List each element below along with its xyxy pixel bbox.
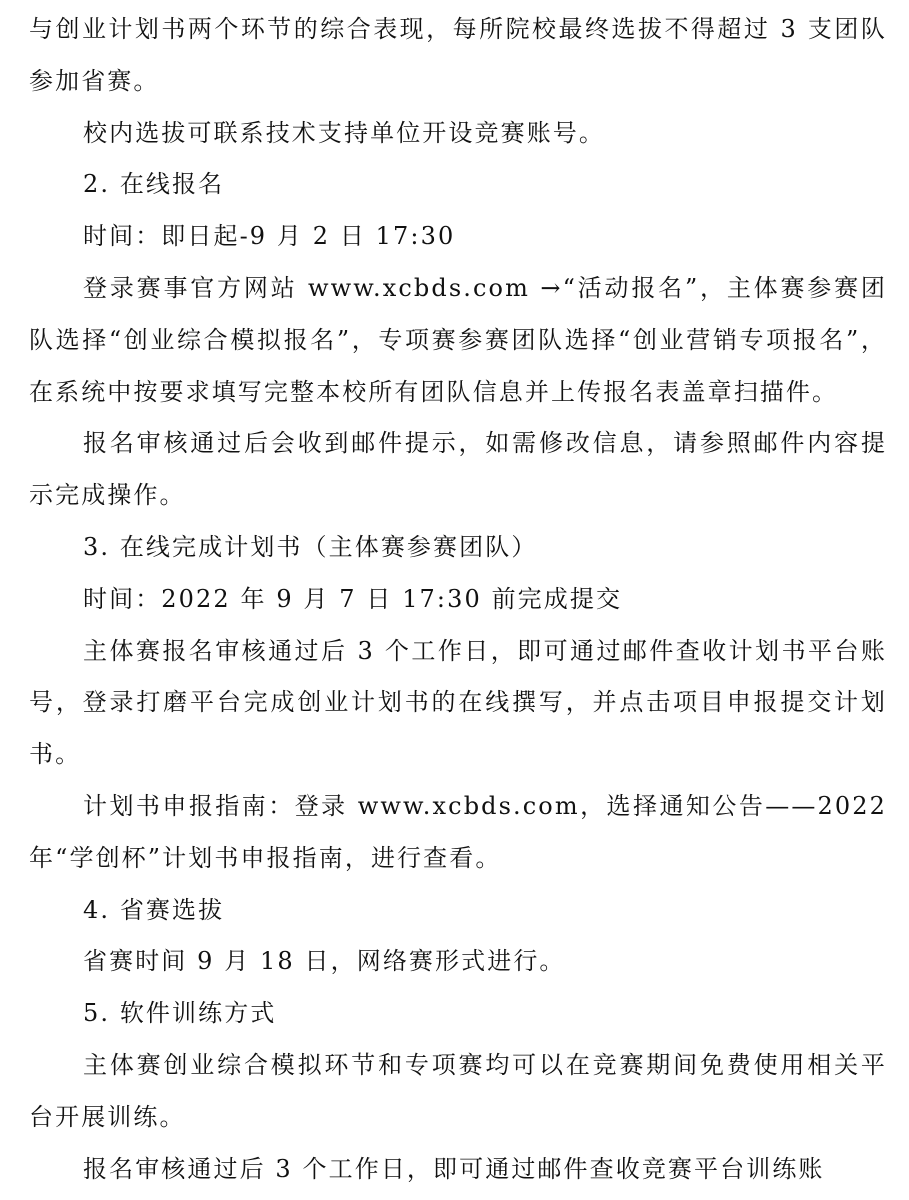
paragraph-registration-review: 报名审核通过后会收到邮件提示，如需修改信息，请参照邮件内容提示完成操作。 [29,429,887,510]
paragraph-plan-account: 主体赛报名审核通过后 3 个工作日，即可通过邮件查收计划书平台账号，登录打磨平台完成创业计划书的在线撰写，并点击项目申报提交计划书。 [29,636,887,769]
paragraph-campus-selection: 校内选拔可联系技术支持单位开设竞赛账号。 [83,118,605,147]
paragraph-free-training: 主体赛创业综合模拟环节和专项赛均可以在竞赛期间免费使用相关平台开展训练。 [29,1050,887,1131]
heading-plan-submission: 3. 在线完成计划书（主体赛参赛团队） [83,532,538,561]
paragraph-plan-deadline: 时间：2022 年 9 月 7 日 17:30 前完成提交 [83,584,623,613]
paragraph-registration-time: 时间：即日起-9 月 2 日 17:30 [83,222,456,251]
heading-software-training: 5. 软件训练方式 [83,999,277,1028]
heading-provincial-selection: 4. 省赛选拔 [83,895,225,924]
paragraph-provincial-time: 省赛时间 9 月 18 日，网络赛形式进行。 [83,947,566,976]
paragraph-registration-steps: 登录赛事官方网站 www.xcbds.com →“活动报名”，主体赛参赛团队选择“创业综合模拟报名”，专项赛参赛团队选择“创业营销专项报名”，在系统中按要求填写完整本校所有团队信息并上传报名表盖章扫描件。 [29,273,887,406]
paragraph-training-account: 报名审核通过后 3 个工作日，即可通过邮件查收竞赛平台训练账 [83,1154,825,1183]
heading-online-registration: 2. 在线报名 [83,170,225,199]
paragraph-team-limit: 与创业计划书两个环节的综合表现，每所院校最终选拔不得超过 3 支团队参加省赛。 [29,15,887,95]
paragraph-plan-guide: 计划书申报指南：登录 www.xcbds.com，选择通知公告——2022 年“学创杯”计划书申报指南，进行查看。 [29,791,887,872]
